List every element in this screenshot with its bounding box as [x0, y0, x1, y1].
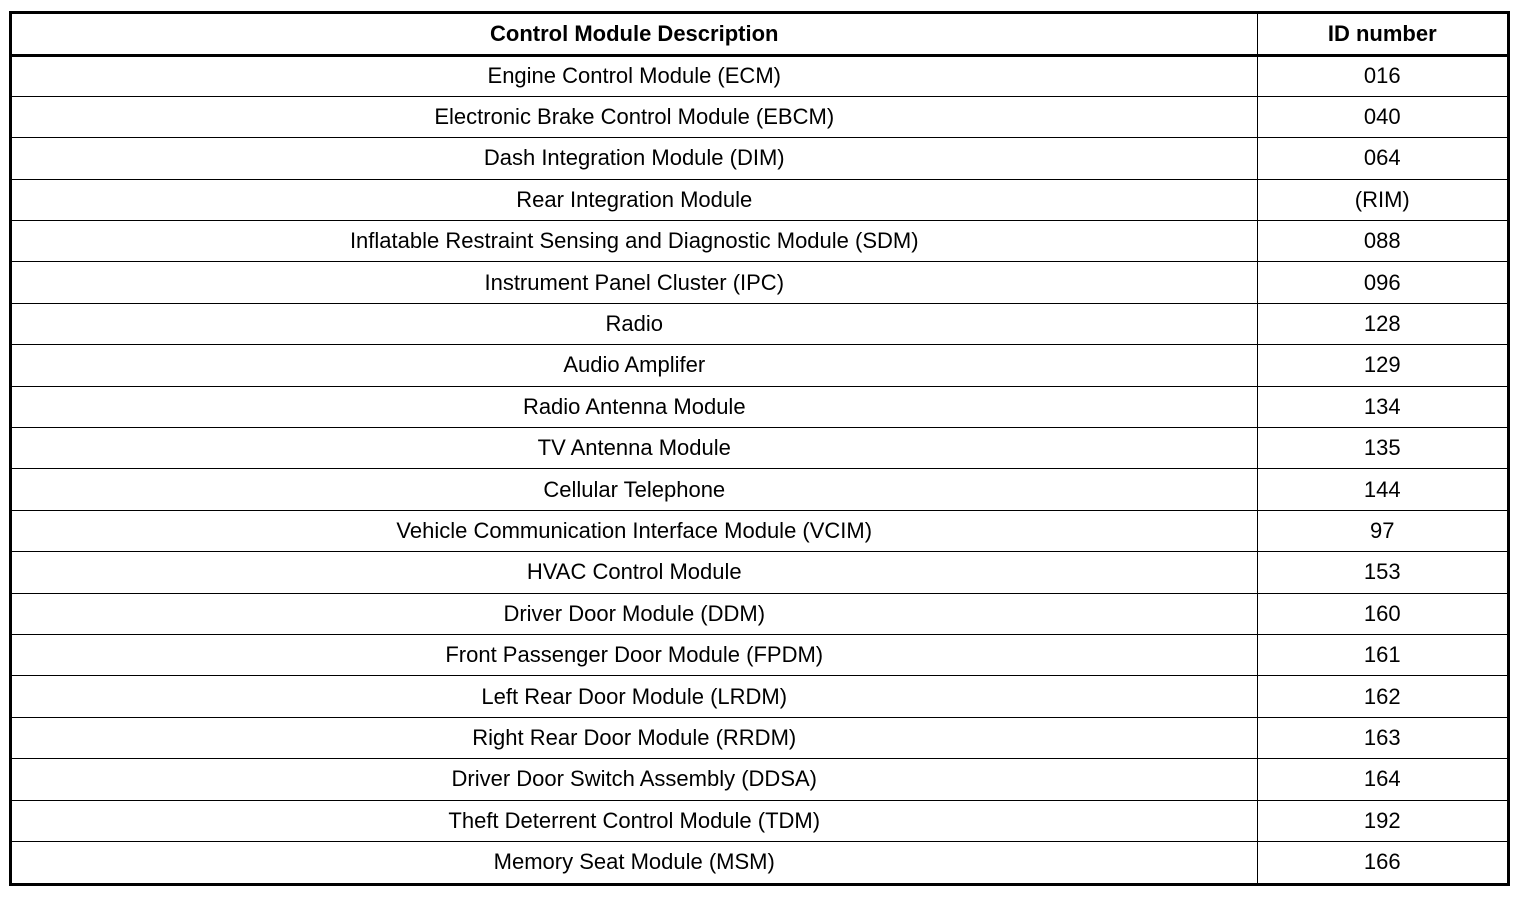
table-header	[12, 14, 1507, 55]
cell-description: HVAC Control Module	[12, 552, 1257, 593]
cell-id-number: 128	[1257, 303, 1507, 344]
table-row	[12, 303, 1507, 344]
control-module-table	[9, 11, 1510, 886]
table-row	[12, 262, 1507, 303]
cell-description: Driver Door Switch Assembly (DDSA)	[12, 759, 1257, 800]
cell-id-number: 144	[1257, 469, 1507, 510]
cell-id-number: 161	[1257, 634, 1507, 675]
cell-description: Engine Control Module (ECM)	[12, 55, 1257, 96]
cell-description: Dash Integration Module (DIM)	[12, 138, 1257, 179]
cell-id-number: 135	[1257, 428, 1507, 469]
cell-description: Radio Antenna Module	[12, 386, 1257, 427]
cell-id-number: 162	[1257, 676, 1507, 717]
table-row	[12, 55, 1507, 96]
cell-description: Right Rear Door Module (RRDM)	[12, 717, 1257, 758]
cell-id-number: (RIM)	[1257, 179, 1507, 220]
cell-id-number: 164	[1257, 759, 1507, 800]
table-row	[12, 841, 1507, 882]
cell-id-number: 134	[1257, 386, 1507, 427]
header-id-number: ID number	[1257, 14, 1507, 55]
table-row	[12, 634, 1507, 675]
table-row	[12, 428, 1507, 469]
cell-id-number: 160	[1257, 593, 1507, 634]
control-module-table-grid	[12, 14, 1507, 883]
cell-id-number: 153	[1257, 552, 1507, 593]
cell-id-number: 040	[1257, 96, 1507, 137]
table-row	[12, 552, 1507, 593]
cell-id-number: 016	[1257, 55, 1507, 96]
cell-description: Front Passenger Door Module (FPDM)	[12, 634, 1257, 675]
cell-description: Left Rear Door Module (LRDM)	[12, 676, 1257, 717]
table-row	[12, 96, 1507, 137]
cell-id-number: 064	[1257, 138, 1507, 179]
cell-description: Inflatable Restraint Sensing and Diagnostic Module (SDM)	[12, 221, 1257, 262]
header-description: Control Module Description	[12, 14, 1257, 55]
cell-description: Cellular Telephone	[12, 469, 1257, 510]
table-row	[12, 717, 1507, 758]
cell-id-number: 163	[1257, 717, 1507, 758]
table-body	[12, 55, 1507, 883]
table-row	[12, 138, 1507, 179]
cell-description: Driver Door Module (DDM)	[12, 593, 1257, 634]
cell-id-number: 129	[1257, 345, 1507, 386]
table-row	[12, 800, 1507, 841]
cell-description: Memory Seat Module (MSM)	[12, 841, 1257, 882]
cell-id-number: 088	[1257, 221, 1507, 262]
cell-id-number: 192	[1257, 800, 1507, 841]
cell-description: Theft Deterrent Control Module (TDM)	[12, 800, 1257, 841]
cell-id-number: 97	[1257, 510, 1507, 551]
table-row	[12, 469, 1507, 510]
cell-id-number: 096	[1257, 262, 1507, 303]
cell-description: Radio	[12, 303, 1257, 344]
header-row	[12, 14, 1507, 55]
cell-id-number: 166	[1257, 841, 1507, 882]
cell-description: TV Antenna Module	[12, 428, 1257, 469]
table-row	[12, 345, 1507, 386]
cell-description: Audio Amplifer	[12, 345, 1257, 386]
table-row	[12, 510, 1507, 551]
cell-description: Vehicle Communication Interface Module (VCIM)	[12, 510, 1257, 551]
table-row	[12, 759, 1507, 800]
cell-description: Electronic Brake Control Module (EBCM)	[12, 96, 1257, 137]
cell-description: Instrument Panel Cluster (IPC)	[12, 262, 1257, 303]
table-row	[12, 179, 1507, 220]
table-row	[12, 593, 1507, 634]
table-row	[12, 386, 1507, 427]
table-row	[12, 221, 1507, 262]
table-row	[12, 676, 1507, 717]
cell-description: Rear Integration Module	[12, 179, 1257, 220]
